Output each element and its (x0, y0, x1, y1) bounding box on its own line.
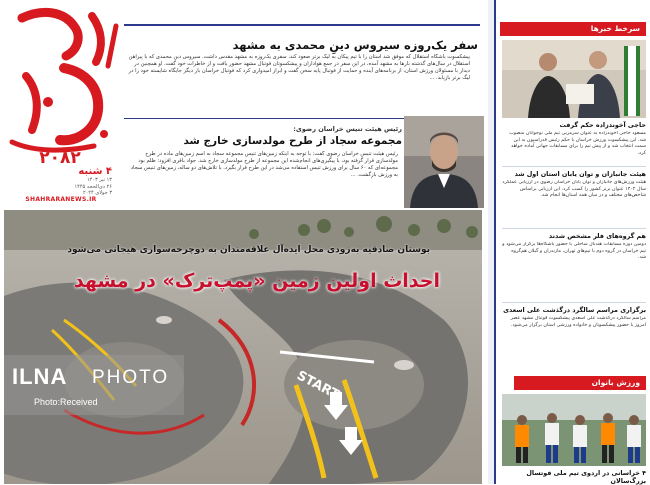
issue-date (10, 166, 112, 194)
news-item-body: مسعود حاجی آخوندزاده به عنوان سرمربی تیم ملی نوجوانان منصوب شد. این پیشکسوت ورزش خراسان با حکم رئیس فدراسیون به این سمت انتخاب شد و از پیش تیم را برای مسابقات جهانی آماده خواهد کرد. (509, 131, 646, 156)
watermark-photo-label: PHOTO (92, 367, 170, 388)
headline1-title[interactable]: سفر یک‌روزه سیروس دینِ محمدی به مشهد (232, 38, 478, 52)
section-rule (124, 118, 404, 119)
headline1 (126, 38, 478, 52)
news-item-body: مراسم سالگرد درگذشت علی اسعدی پیشکسوت فوتبال مشهد عصر امروز با حضور پیشکسوتان و خانواده ورزشی استان برگزار می‌شود. (510, 316, 646, 328)
item-divider (502, 166, 646, 167)
news-item-title[interactable]: برگزاری مراسم سالگرد درگذشت علی اسعدی (503, 306, 646, 314)
women-news-caption[interactable]: ۴ خراسانی در اردوی تیم ملی فوتسال بزرگ‌سالان (526, 469, 646, 485)
section-title: سرخط خبرها (590, 24, 640, 33)
logo-artwork (4, 6, 122, 156)
issue-number: ۲۰۸۲ (39, 148, 81, 168)
section-title: ورزش بانوان (591, 378, 640, 387)
item-divider (502, 302, 646, 303)
headline2-kicker: رئیس هیئت تنیس خراسان رضوی: (293, 125, 402, 133)
top-rule (124, 24, 480, 26)
headline2-title[interactable]: مجموعه سجاد از طرح مولدسازی خارج شد (183, 135, 402, 147)
main-story-kicker: بوستان صادقیه به‌زودی محل ایده‌آل علاقه‌مندان به دوچرخه‌سواری هیجانی می‌شود (67, 245, 430, 255)
start-marking: START (294, 368, 342, 403)
news-photo-award (502, 40, 646, 118)
date-line: ۳ جولای ۲۰۲۴ (82, 190, 112, 196)
headline2 (126, 125, 402, 147)
news-item-title[interactable]: هم گروه‌های فلر مشخص شدند (548, 232, 646, 240)
section-header-women-sports (514, 376, 646, 390)
news-item-title[interactable]: هیئت جانبازان و توان یابان استان اول شد (514, 170, 646, 178)
item-divider (502, 228, 646, 229)
news-item-title[interactable]: حاجی آخوندزاده حکم گرفت (559, 121, 646, 129)
date-line: ۱۳ تیر ۱۴۰۳ (87, 177, 112, 183)
section-header-headlines (500, 22, 646, 36)
main-story-title[interactable]: احداث اولین زمین «پمپ‌ترک» در مشهد (74, 270, 440, 292)
photo-credit: Photo:Received (34, 397, 98, 407)
watermark-brand: ILNA (12, 364, 68, 389)
date-line: ۲۶ ذی‌الحجه ۱۴۴۵ (74, 183, 112, 190)
right-column (496, 0, 650, 484)
headline1-body: پیشکسوت باشگاه استقلال که موفق شد استان را با تیم پیکان به لیگ برتر صعود کند، سفری یک‌روزه به مشهد مقدس داشت. سیروس دین محمدی که با پیراهن استقلال در سال‌های گذشته بارها به مشهد آمده، در این سفر در جمع هواداران و پیشکسوتان فوتبال مشهد حضور یافت و از خاطرات خود گفت. او همچنین در دیدار با مسئولان ورزش استان، از برنامه‌های آینده و حمایت از فوتبال پایه سخن گفت و ابراز امیدواری کرد که فوتبال خراسان بار دیگر جایگاه شایسته خود را در لیگ برتر بازیابد. ... (128, 54, 470, 81)
news-item-body: دومین دوره مسابقات هندبال ساحلی با حضور باشگاه‌ها برگزار می‌شود و تیم خراسان در گروه دوم با تیم‌های تهران، مازندران و گیلان هم‌گروه شد. (502, 242, 646, 261)
issue-day: ۴ شنبه (78, 166, 112, 177)
news-item-body: هیئت ورزش‌های جانبازان و توان یابان خراسان رضوی در ارزیابی عملکرد سال ۱۴۰۲ عنوان برتر کشور را کسب کرد. این ارزیابی براساس شاخص‌های مختلف و در میان همه استان‌ها انجام شد. (502, 180, 646, 199)
headline2-body: رئیس هیئت تنیس خراسان رضوی گفت: با توجه به اینکه زمین‌های تنیس مجموعه سجاد به اسم زمین‌های ماده در طرح مولدسازی قرار گرفته بود، با پیگیری‌های انجام‌شده این مجموعه از طرح مولدسازی خارج شد. جواد باقری افزود: ظلم بود مجموعه‌ای که ۶۰ سال برای ورزش تنیس استفاده می‌شد در این طرح قرار بگیرد. با تلاش‌های دو ساله، زمین‌های تنیس سجاد به ورزش بازگشت. ... (130, 151, 398, 178)
headline2-portrait-photo (404, 116, 484, 208)
site-url: SHAHRARANEWS.IR (25, 196, 97, 203)
women-futsal-photo (502, 394, 646, 466)
issue-date-lines (10, 177, 112, 197)
